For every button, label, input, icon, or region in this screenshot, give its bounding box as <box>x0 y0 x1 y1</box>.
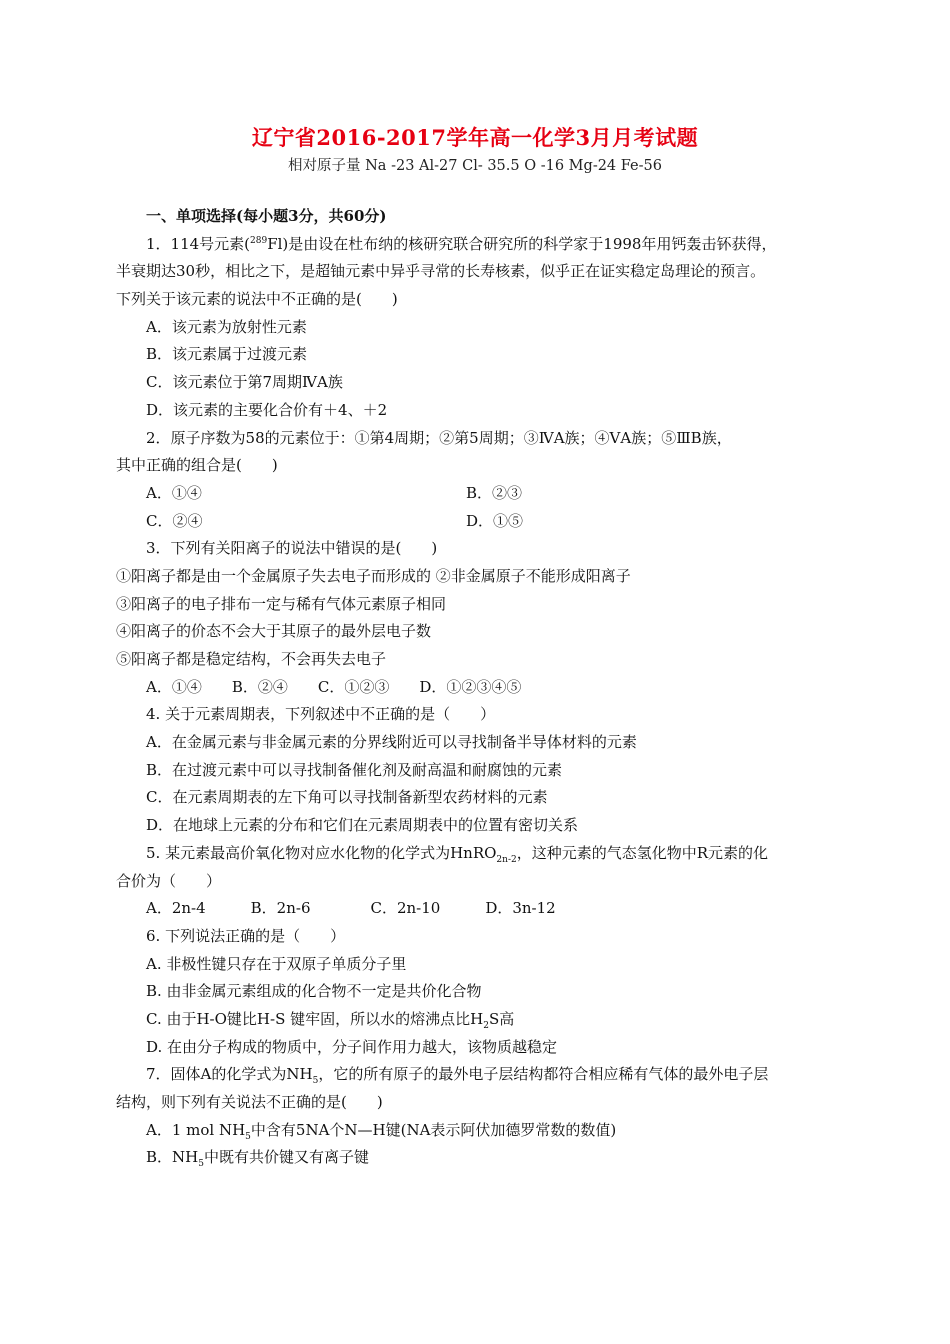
q1-stem-line1: 1．114号元素($^{289}$Fl)是由设在杜布纳的核研究联合研究所的科学家于1998年用钙轰击钚获得， <box>146 234 777 253</box>
q7-option-a: A．1 mol $NH_5$中含有5NA个N—H键(NA表示阿伏加德罗常数的数值) <box>146 1120 617 1142</box>
q5-stem-line1: 5. 某元素最高价氧化物对应水化物的化学式为HnRO$_{2n-2}$，这种元素的气态氢化物中R元素的化 <box>146 843 769 865</box>
q6-option-b: B. 由非金属元素组成的化合物不一定是共价化合物 <box>146 982 482 1001</box>
q7-stem-line2: 结构，则下列有关说法不正确的是( ) <box>116 1093 383 1111</box>
q6-option-c: C. 由于H-O键比H-S 键牢固，所以水的熔沸点比$H_2S$高 <box>146 1009 515 1031</box>
q2-options-cd: C．②④ D．①⑤ <box>146 511 524 530</box>
q1-option-d: D．该元素的主要化合价有＋4、＋2 <box>146 400 388 419</box>
section-heading: 一、单项选择(每小题3分，共60分) <box>146 207 387 225</box>
q4-option-c: C．在元素周期表的左下角可以寻找制备新型农药材料的元素 <box>146 788 548 807</box>
q1-option-a: A．该元素为放射性元素 <box>146 317 307 336</box>
q4-stem: 4. 关于元素周期表，下列叙述中不正确的是（ ） <box>146 705 496 724</box>
q1-stem-line3: 下列关于该元素的说法中不正确的是( ) <box>116 290 398 309</box>
q3-stem: 3．下列有关阳离子的说法中错误的是( ) <box>146 539 438 558</box>
q6-option-a: A. 非极性键只存在于双原子单质分子里 <box>146 954 407 973</box>
q6-option-d: D. 在由分子构成的物质中，分子间作用力越大，该物质越稳定 <box>146 1037 558 1056</box>
page-title: 辽宁省2016-2017学年高一化学3月月考试题 <box>251 125 699 150</box>
q4-option-d: D．在地球上元素的分布和它们在元素周期表中的位置有密切关系 <box>146 816 579 835</box>
question-list <box>116 203 846 1172</box>
q2-stem-line1: 2．原子序数为58的元素位于：①第4周期；②第5周期；③ⅣA族；④ⅤA族；⑤ⅢB族， <box>146 428 732 447</box>
q7-stem-line1: 7．固体A的化学式为$NH_5$，它的所有原子的最外电子层结构都符合相应稀有气体的最外电子层 <box>146 1065 769 1087</box>
q5-stem-line2: 合价为（ ） <box>116 871 222 890</box>
q1-option-b: B．该元素属于过渡元素 <box>146 345 308 364</box>
q4-option-a: A．在金属元素与非金属元素的分界线附近可以寻找制备半导体材料的元素 <box>146 733 637 752</box>
q3-options: A．①④ B．②④ C．①②③ D．①②③④⑤ <box>146 677 522 696</box>
q6-stem: 6. 下列说法正确的是（ ） <box>146 926 346 945</box>
q2-options-ab: A．①④ B．②③ <box>146 483 523 502</box>
q3-statement-3: ③阳离子的电子排布一定与稀有气体元素原子相同 <box>116 594 447 613</box>
q1-stem-line2: 半衰期达30秒，相比之下，是超铀元素中异乎寻常的长寿核素，似乎正在证实稳定岛理论的预言。 <box>116 262 766 281</box>
q7-option-b: B．$NH_5$中既有共价键又有离子键 <box>146 1148 369 1170</box>
q4-option-b: B．在过渡元素中可以寻找制备催化剂及耐高温和耐腐蚀的元素 <box>146 760 563 779</box>
q1-option-c: C．该元素位于第7周期ⅣA族 <box>146 373 343 392</box>
q3-statement-4: ④阳离子的价态不会大于其原子的最外层电子数 <box>116 622 432 641</box>
q3-statement-5: ⑤阳离子都是稳定结构，不会再失去电子 <box>116 650 387 668</box>
q5-options: A．2n-4 B．2n-6 C．2n-10 D．3n-12 <box>146 899 556 918</box>
q3-statement-1-2: ①阳离子都是由一个金属原子失去电子而形成的 ②非金属原子不能形成阳离子 <box>116 566 631 585</box>
q2-stem-line2: 其中正确的组合是( ) <box>116 456 278 475</box>
atomic-masses: 相对原子量 Na -23 Al-27 Cl- 35.5 O -16 Mg-24 Fe-56 <box>288 158 662 174</box>
